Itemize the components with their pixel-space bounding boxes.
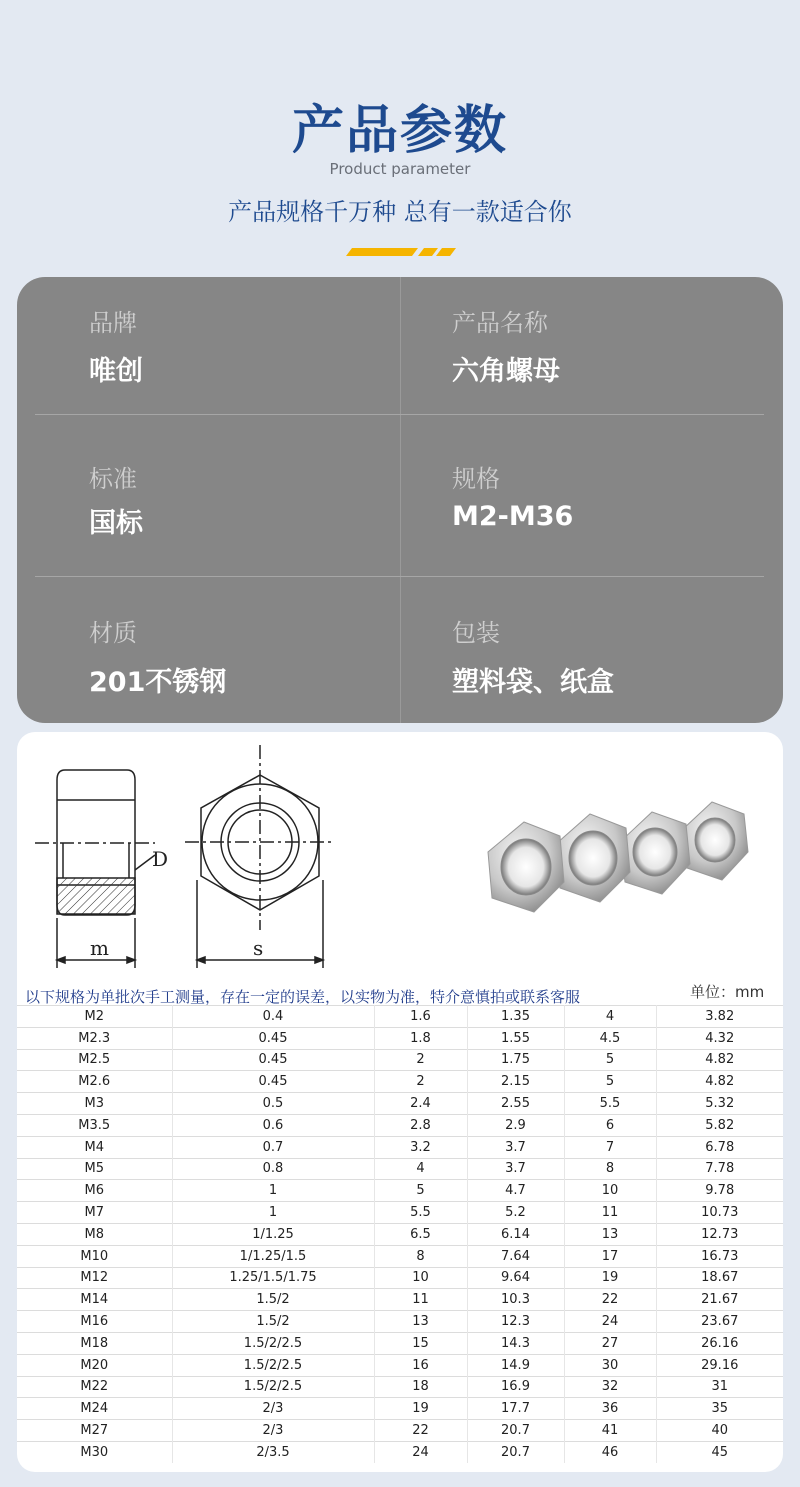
table-cell: M20 (17, 1354, 172, 1376)
table-cell: 14.9 (467, 1354, 564, 1376)
table-cell: 8 (564, 1158, 656, 1180)
param-value-package: 塑料袋、纸盒 (452, 667, 614, 698)
table-cell: 2 (374, 1071, 467, 1093)
table-cell: 4.5 (564, 1027, 656, 1049)
table-cell: 6 (564, 1114, 656, 1136)
table-cell: 1/1.25 (172, 1223, 374, 1245)
table-row (17, 1158, 783, 1180)
table-cell: 2.9 (467, 1114, 564, 1136)
table-cell: 1/1.25/1.5 (172, 1245, 374, 1267)
table-cell: M12 (17, 1267, 172, 1289)
table-cell: 2/3.5 (172, 1441, 374, 1463)
table-cell: 41 (564, 1420, 656, 1442)
table-cell: 5 (564, 1049, 656, 1071)
spec-note: 以下规格为单批次手工测量，存在一定的误差，以实物为准，特介意慎拍或联系客服 (25, 988, 581, 1006)
spec-unit: 单位：mm (690, 983, 765, 1001)
param-label-product-name: 产品名称 (452, 309, 548, 337)
table-cell: 2/3 (172, 1420, 374, 1442)
param-label-spec: 规格 (452, 465, 500, 493)
table-cell: 3.2 (374, 1136, 467, 1158)
table-cell: 1.8 (374, 1027, 467, 1049)
table-row (17, 1311, 783, 1333)
table-cell: 7 (564, 1136, 656, 1158)
table-cell: 45 (656, 1441, 783, 1463)
table-cell: 2.8 (374, 1114, 467, 1136)
table-cell: 15 (374, 1332, 467, 1354)
table-cell: 0.45 (172, 1049, 374, 1071)
table-cell: M22 (17, 1376, 172, 1398)
table-cell: 8 (374, 1245, 467, 1267)
table-cell: 4 (374, 1158, 467, 1180)
nut-3 (620, 812, 690, 894)
table-row (17, 1420, 783, 1442)
table-cell: 1.5/2 (172, 1311, 374, 1333)
table-cell: 4.32 (656, 1027, 783, 1049)
table-cell: 24 (374, 1441, 467, 1463)
table-cell: 21.67 (656, 1289, 783, 1311)
table-cell: 13 (374, 1311, 467, 1333)
label-m: m (90, 936, 109, 960)
front-view (185, 745, 335, 968)
label-s: s (253, 936, 264, 960)
table-cell: M30 (17, 1441, 172, 1463)
table-cell: 20.7 (467, 1420, 564, 1442)
table-cell: 2/3 (172, 1398, 374, 1420)
table-cell: 12.73 (656, 1223, 783, 1245)
table-cell: M6 (17, 1180, 172, 1202)
table-cell: M4 (17, 1136, 172, 1158)
table-row (17, 1267, 783, 1289)
table-cell: 19 (564, 1267, 656, 1289)
table-row (17, 1245, 783, 1267)
table-cell: 7.78 (656, 1158, 783, 1180)
accent-stripes (346, 248, 456, 256)
table-cell: 27 (564, 1332, 656, 1354)
table-cell: 1.5/2 (172, 1289, 374, 1311)
param-label-standard: 标准 (89, 465, 137, 493)
table-cell: 1.55 (467, 1027, 564, 1049)
table-cell: 19 (374, 1398, 467, 1420)
table-cell: 17 (564, 1245, 656, 1267)
table-cell: 1 (172, 1180, 374, 1202)
table-cell: 1 (172, 1202, 374, 1224)
param-label-package: 包装 (452, 619, 500, 647)
table-cell: 0.5 (172, 1093, 374, 1115)
table-cell: 3.7 (467, 1136, 564, 1158)
table-cell: 40 (656, 1420, 783, 1442)
table-row (17, 1006, 783, 1028)
table-cell: 4.7 (467, 1180, 564, 1202)
table-cell: M16 (17, 1311, 172, 1333)
table-cell: 16.73 (656, 1245, 783, 1267)
table-cell: 2.4 (374, 1093, 467, 1115)
table-cell: M24 (17, 1398, 172, 1420)
page-subtitle-cn: 产品规格千万种 总有一款适合你 (228, 198, 572, 226)
table-cell: 35 (656, 1398, 783, 1420)
table-cell: 5 (564, 1071, 656, 1093)
table-cell: 14.3 (467, 1332, 564, 1354)
label-d: D (152, 847, 169, 871)
table-row (17, 1071, 783, 1093)
table-cell: 0.45 (172, 1071, 374, 1093)
nut-photo (472, 792, 762, 922)
table-cell: 46 (564, 1441, 656, 1463)
table-cell: 5.5 (564, 1093, 656, 1115)
table-cell: 10.3 (467, 1289, 564, 1311)
nut-drawing (35, 740, 355, 970)
table-cell: 36 (564, 1398, 656, 1420)
params-panel (17, 277, 783, 723)
table-cell: 1.5/2/2.5 (172, 1354, 374, 1376)
table-cell: 22 (564, 1289, 656, 1311)
params-divider (35, 414, 764, 415)
table-row (17, 1289, 783, 1311)
table-cell: 22 (374, 1420, 467, 1442)
table-row (17, 1136, 783, 1158)
table-cell: M14 (17, 1289, 172, 1311)
table-cell: 26.16 (656, 1332, 783, 1354)
table-cell: 1.5/2/2.5 (172, 1332, 374, 1354)
table-cell: 4.82 (656, 1049, 783, 1071)
param-value-brand: 唯创 (89, 356, 143, 387)
page-subtitle-en: Product parameter (329, 160, 471, 178)
table-cell: 24 (564, 1311, 656, 1333)
nut-2 (556, 814, 630, 902)
table-row (17, 1027, 783, 1049)
table-cell: 12.3 (467, 1311, 564, 1333)
table-cell: 18.67 (656, 1267, 783, 1289)
table-cell: 13 (564, 1223, 656, 1245)
table-cell: 2.55 (467, 1093, 564, 1115)
table-cell: M2 (17, 1006, 172, 1028)
table-cell: 9.64 (467, 1267, 564, 1289)
table-cell: 20.7 (467, 1441, 564, 1463)
table-cell: M3 (17, 1093, 172, 1115)
table-cell: 16.9 (467, 1376, 564, 1398)
params-divider (35, 576, 764, 577)
param-value-material: 201不锈钢 (89, 667, 227, 698)
table-cell: M2.6 (17, 1071, 172, 1093)
table-cell: 7.64 (467, 1245, 564, 1267)
table-cell: 1.35 (467, 1006, 564, 1028)
table-cell: 23.67 (656, 1311, 783, 1333)
table-cell: 0.6 (172, 1114, 374, 1136)
table-cell: 3.7 (467, 1158, 564, 1180)
table-cell: 0.4 (172, 1006, 374, 1028)
table-cell: 18 (374, 1376, 467, 1398)
table-cell: 10 (564, 1180, 656, 1202)
table-cell: 4.82 (656, 1071, 783, 1093)
table-row (17, 1223, 783, 1245)
table-cell: 17.7 (467, 1398, 564, 1420)
table-cell: 11 (374, 1289, 467, 1311)
table-cell: 1.75 (467, 1049, 564, 1071)
table-cell: 31 (656, 1376, 783, 1398)
table-cell: M18 (17, 1332, 172, 1354)
table-cell: M7 (17, 1202, 172, 1224)
table-cell: 30 (564, 1354, 656, 1376)
table-cell: 6.5 (374, 1223, 467, 1245)
param-value-product-name: 六角螺母 (452, 356, 560, 387)
table-cell: 5.32 (656, 1093, 783, 1115)
table-cell: 0.8 (172, 1158, 374, 1180)
table-cell: 6.78 (656, 1136, 783, 1158)
table-cell: 11 (564, 1202, 656, 1224)
spec-table (17, 1005, 783, 1463)
table-row (17, 1398, 783, 1420)
table-row (17, 1332, 783, 1354)
param-value-standard: 国标 (89, 508, 143, 539)
table-row (17, 1180, 783, 1202)
table-row (17, 1049, 783, 1071)
table-cell: 6.14 (467, 1223, 564, 1245)
param-label-material: 材质 (89, 619, 137, 647)
table-cell: 10.73 (656, 1202, 783, 1224)
table-cell: M27 (17, 1420, 172, 1442)
table-cell: 1.6 (374, 1006, 467, 1028)
table-cell: M10 (17, 1245, 172, 1267)
table-cell: M3.5 (17, 1114, 172, 1136)
table-cell: 0.7 (172, 1136, 374, 1158)
table-row (17, 1114, 783, 1136)
table-cell: 32 (564, 1376, 656, 1398)
table-cell: 5.2 (467, 1202, 564, 1224)
table-cell: 1.25/1.5/1.75 (172, 1267, 374, 1289)
table-cell: M8 (17, 1223, 172, 1245)
table-cell: M5 (17, 1158, 172, 1180)
page-title: 产品参数 (291, 101, 508, 161)
nut-4 (682, 802, 748, 880)
param-value-spec: M2-M36 (452, 501, 574, 532)
table-cell: M2.5 (17, 1049, 172, 1071)
table-cell: 2 (374, 1049, 467, 1071)
table-cell: 5 (374, 1180, 467, 1202)
params-divider-vertical (400, 277, 401, 723)
table-row (17, 1376, 783, 1398)
table-cell: M2.3 (17, 1027, 172, 1049)
table-row (17, 1354, 783, 1376)
table-cell: 16 (374, 1354, 467, 1376)
table-row (17, 1093, 783, 1115)
nut-1 (488, 822, 564, 912)
table-cell: 3.82 (656, 1006, 783, 1028)
table-cell: 9.78 (656, 1180, 783, 1202)
table-cell: 10 (374, 1267, 467, 1289)
table-row (17, 1441, 783, 1463)
table-cell: 2.15 (467, 1071, 564, 1093)
table-cell: 0.45 (172, 1027, 374, 1049)
param-label-brand: 品牌 (89, 309, 137, 337)
table-cell: 29.16 (656, 1354, 783, 1376)
table-cell: 5.5 (374, 1202, 467, 1224)
table-cell: 4 (564, 1006, 656, 1028)
table-cell: 1.5/2/2.5 (172, 1376, 374, 1398)
table-cell: 5.82 (656, 1114, 783, 1136)
spec-card (17, 732, 783, 1472)
table-row (17, 1202, 783, 1224)
